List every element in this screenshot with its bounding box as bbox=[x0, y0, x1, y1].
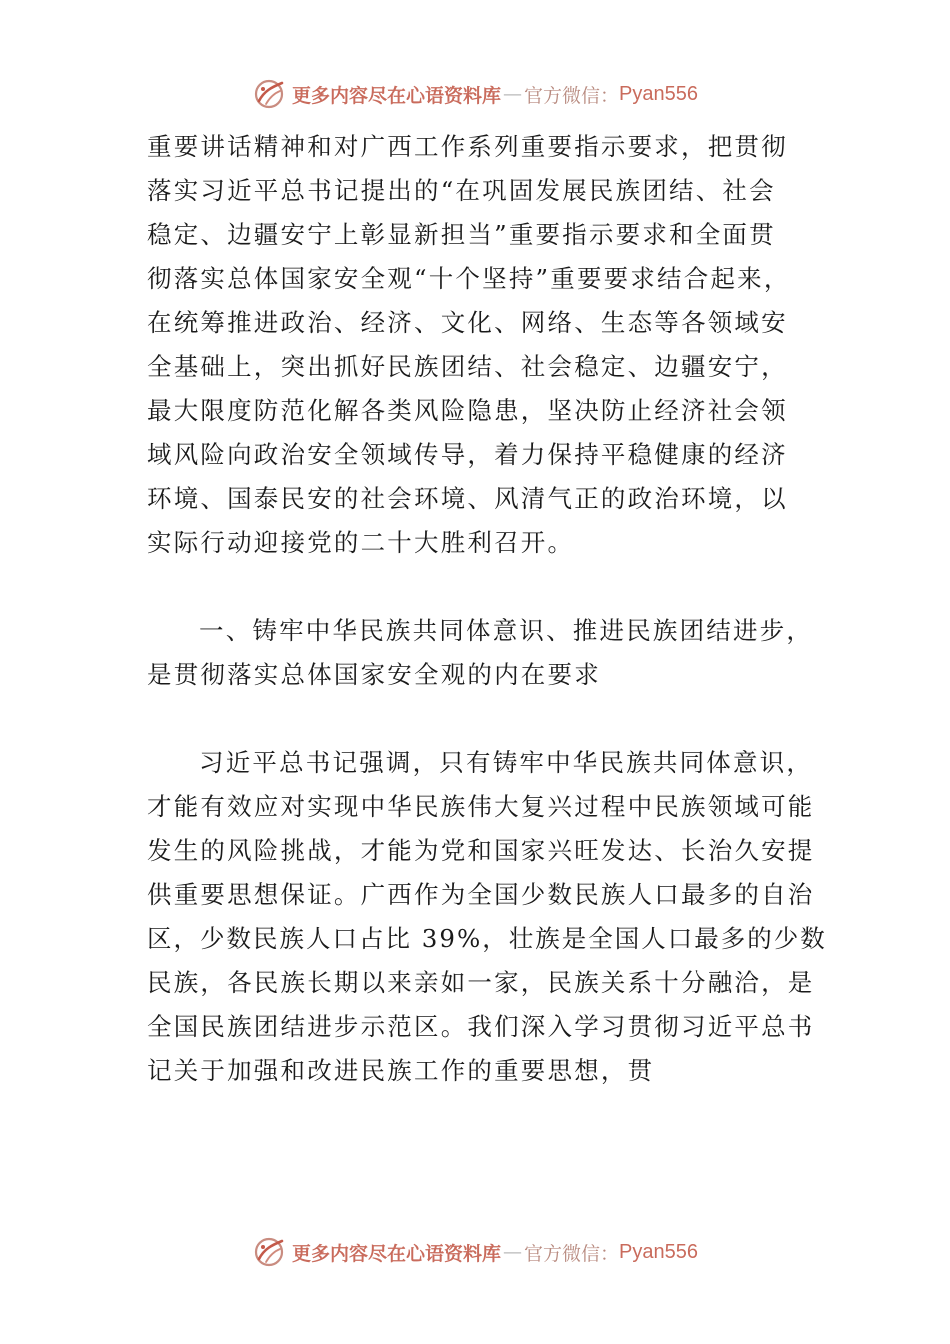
text-line: 区，少数民族人口占比 39%，壮族是全国人口最多的少数 bbox=[147, 924, 827, 953]
paragraph-2 bbox=[147, 741, 829, 1093]
banner-separator: — bbox=[503, 1241, 523, 1263]
text-line: 稳定、边疆安宁上彰显新担当”重要指示要求和全面贯 bbox=[147, 220, 776, 249]
text-line: 实际行动迎接党的二十大胜利召开。 bbox=[147, 528, 575, 557]
footer-banner bbox=[0, 1232, 950, 1272]
text-line: 全基础上，突出抓好民族团结、社会稳定、边疆安宁， bbox=[147, 352, 788, 381]
paragraph-gap bbox=[147, 697, 829, 741]
header-banner bbox=[0, 74, 950, 114]
text-line: 落实习近平总书记提出的“在巩固发展民族团结、社会 bbox=[147, 176, 776, 205]
banner-wechat-id: Pyan556 bbox=[619, 82, 698, 105]
banner-title: 更多内容尽在心语资料库 bbox=[292, 1242, 502, 1265]
text-line: 发生的风险挑战，才能为党和国家兴旺发达、长治久安提 bbox=[147, 836, 815, 865]
paragraph-gap bbox=[147, 565, 829, 609]
banner-title: 更多内容尽在心语资料库 bbox=[292, 84, 502, 107]
text-line: 域风险向政治安全领域传导，着力保持平稳健康的经济 bbox=[147, 440, 788, 469]
text-line: 重要讲话精神和对广西工作系列重要指示要求，把贯彻 bbox=[147, 132, 788, 161]
text-line: 在统筹推进政治、经济、文化、网络、生态等各领域安 bbox=[147, 308, 788, 337]
text-line: 全国民族团结进步示范区。我们深入学习贯彻习近平总书 bbox=[147, 1012, 815, 1041]
text-line: 记关于加强和改进民族工作的重要思想，贯 bbox=[147, 1056, 655, 1085]
text-line: 习近平总书记强调，只有铸牢中华民族共同体意识， bbox=[199, 748, 814, 777]
text-line: 才能有效应对实现中华民族伟大复兴过程中民族领域可能 bbox=[147, 792, 815, 821]
banner-wechat-label: 官方微信： bbox=[524, 1242, 620, 1265]
text-line: 最大限度防范化解各类风险隐患，坚决防止经济社会领 bbox=[147, 396, 788, 425]
text-line: 环境、国泰民安的社会环境、风清气正的政治环境，以 bbox=[147, 484, 788, 513]
banner-wechat-label: 官方微信： bbox=[524, 84, 620, 107]
text-line: 供重要思想保证。广西作为全国少数民族人口最多的自治 bbox=[147, 880, 815, 909]
section-heading-1 bbox=[147, 609, 829, 697]
heading-line: 一、铸牢中华民族共同体意识、推进民族团结进步， bbox=[199, 616, 814, 645]
banner-separator: — bbox=[503, 83, 523, 105]
document-body bbox=[147, 125, 829, 1093]
text-line: 民族，各民族长期以来亲如一家，民族关系十分融洽，是 bbox=[147, 968, 815, 997]
paragraph-1 bbox=[147, 125, 829, 565]
banner-wechat-id: Pyan556 bbox=[619, 1240, 698, 1263]
brand-logo-icon bbox=[252, 1235, 286, 1269]
heading-line: 是贯彻落实总体国家安全观的内在要求 bbox=[147, 660, 601, 689]
text-line: 彻落实总体国家安全观“十个坚持”重要要求结合起来， bbox=[147, 264, 791, 293]
brand-logo-icon bbox=[252, 77, 286, 111]
